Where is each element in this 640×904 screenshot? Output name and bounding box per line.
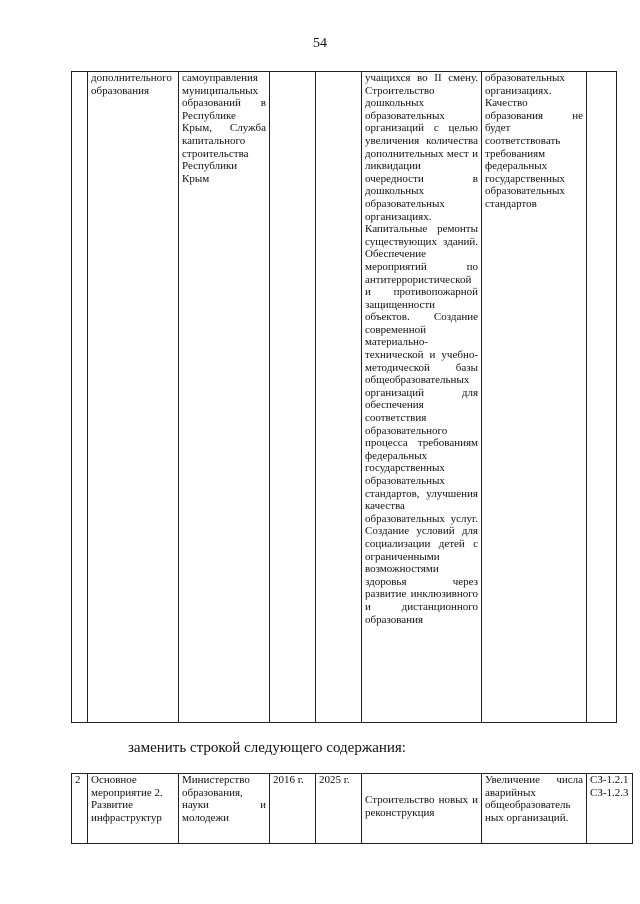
replacement-table — [71, 773, 633, 844]
cell-start — [270, 72, 316, 723]
continuation-table — [71, 71, 617, 723]
table-row — [72, 72, 617, 723]
cell-end: 2025 г. — [316, 774, 362, 844]
cell-measure-name: Основное мероприятие 2. Развитие инфраструктур — [88, 774, 179, 844]
cell-start: 2016 г. — [270, 774, 316, 844]
replace-instruction: заменить строкой следующего содержания: — [128, 740, 406, 756]
page-number: 54 — [313, 36, 327, 51]
cell-number: 2 — [72, 774, 88, 844]
cell-number — [72, 72, 88, 723]
cell-executor: самоуправления муниципальных образований в Республике Крым, Служба капитального строительства Республики Крым — [179, 72, 270, 723]
cell-measure-name: дополнительного образования — [88, 72, 179, 723]
cell-expected-result — [362, 774, 482, 844]
cell-indicator: СЗ-1.2.1 СЗ-1.2.3 — [587, 774, 633, 844]
cell-executor: Министерство образования, науки и молодежи — [179, 774, 270, 844]
result-text: Строительство новых и реконструкция — [365, 794, 478, 819]
cell-end — [316, 72, 362, 723]
cell-consequences: образовательных организациях. Качество образования не будет соответствовать требованиям федеральных государственных образовательных стандартов — [482, 72, 587, 723]
cell-consequences: Увеличение числа аварийных общеобразователь ных организаций. — [482, 774, 587, 844]
cell-indicator — [587, 72, 617, 723]
cell-expected-result: учащихся во II смену. Строительство дошкольных образовательных организаций с целью увеличения количества дополнительных мест и ликвидации очередности в дошкольных образовательных организациях. Капитальные ремонты существующих зданий. Обеспечение мероприятий по антитеррористической и противопожарной защищенности объектов. Создание современной материально-технической и учебно-методической базы общеобразовательных организаций для обеспечения соответствия образовательного процесса требованиям федеральных государственных образовательных стандартов, улучшения качества образовательных услуг. Создание условий для социализации детей с ограниченными возможностями здоровья через развитие инклюзивного и дистанционного образования — [362, 72, 482, 723]
table-row — [72, 774, 633, 844]
